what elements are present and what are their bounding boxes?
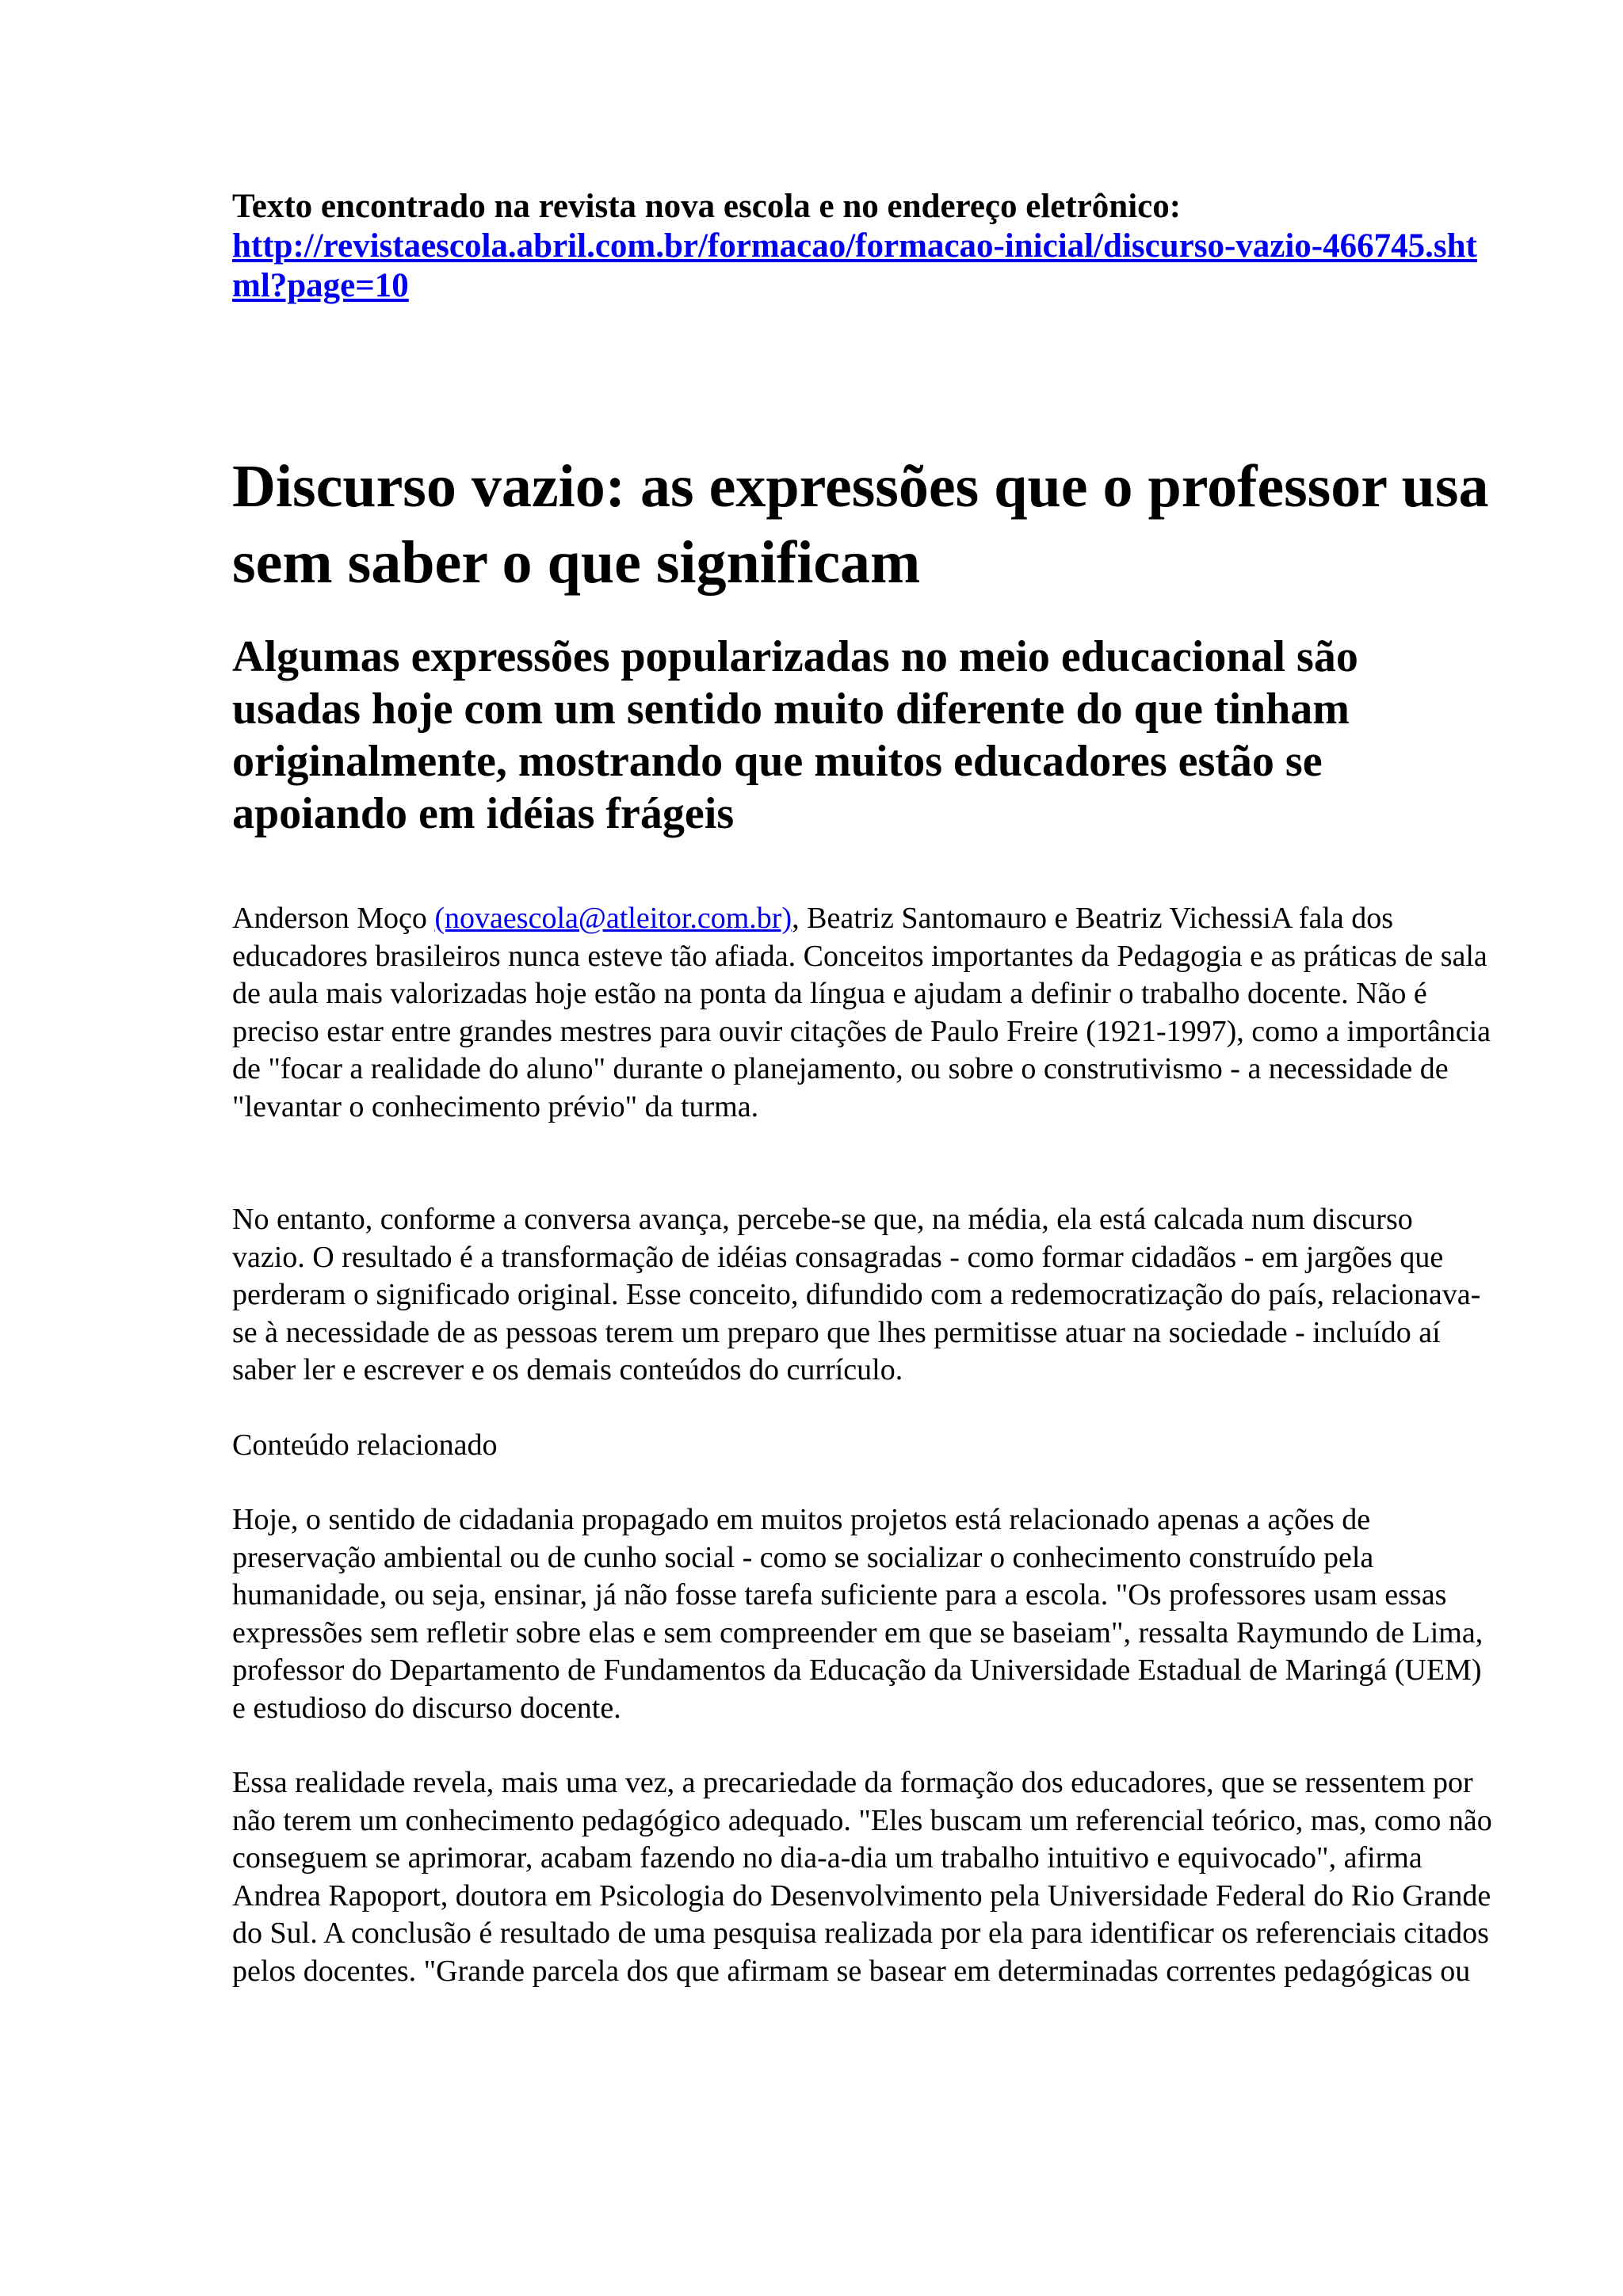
byline-author: Anderson Moço	[232, 902, 435, 935]
source-intro	[232, 187, 1492, 306]
spacer	[232, 1464, 1492, 1501]
byline-paragraph	[232, 900, 1492, 1126]
source-intro-text: Texto encontrado na revista nova escola e no endereço eletrônico:	[232, 188, 1182, 225]
document-page	[232, 187, 1492, 1988]
spacer	[232, 1727, 1492, 1764]
article-title: Discurso vazio: as expressões que o professor usa sem saber o que significam	[232, 453, 1489, 596]
spacer	[232, 1126, 1492, 1201]
source-link[interactable]: http://revistaescola.abril.com.br/formacao/formacao-inicial/discurso-vazio-466745.shtml?page=10	[232, 227, 1477, 304]
paragraph-3: Essa realidade revela, mais uma vez, a precariedade da formação dos educadores, que se ressentem por não terem um conhecimento pedagógico adequado. "Eles buscam um referencial teórico, mas, como não conseguem se aprimorar, acabam fazendo no dia-a-dia um trabalho intuitivo e equivocado", afirma Andrea Rapoport, doutora em Psicologia do Desenvolvimento pela Universidade Federal do Rio Grande do Sul. A conclusão é resultado de uma pesquisa realizada por ela para identificar os referenciais citados pelos docentes. "Grande parcela dos que afirmam se basear em determinadas correntes pedagógicas ou	[232, 1766, 1492, 1988]
related-content-label: Conteúdo relacionado	[232, 1428, 498, 1462]
article-subtitle: Algumas expressões popularizadas no meio educacional são usadas hoje com um sentido muito diferente do que tinham originalmente, mostrando que muitos educadores estão se apoiando em idéias frágeis	[232, 632, 1358, 838]
byline-rest: , Beatriz Santomauro e Beatriz VichessiA fala dos educadores brasileiros nunca esteve tão afiada. Conceitos importantes da Pedagogia e as práticas de sala de aula mais valorizadas hoje estão na ponta da língua e ajudam a definir o trabalho docente. Não é preciso estar entre grandes mestres para ouvir citações de Paulo Freire (1921-1997), como a importância de "focar a realidade do aluno" durante o planejamento, ou sobre o construtivismo - a necessidade de "levantar o conhecimento prévio" da turma.	[232, 902, 1491, 1123]
author-email-link[interactable]: (novaescola@atleitor.com.br)	[434, 902, 792, 935]
article-body	[232, 900, 1492, 1990]
spacer	[232, 1390, 1492, 1427]
paragraph-2: Hoje, o sentido de cidadania propagado em muitos projetos está relacionado apenas a ações de preservação ambiental ou de cunho social - como se socializar o conhecimento construído pela humanidade, ou seja, ensinar, já não fosse tarefa suficiente para a escola. "Os professores usam essas expressões sem refletir sobre elas e sem compreender em que se baseiam", ressalta Raymundo de Lima, professor do Departamento de Fundamentos da Educação da Universidade Estadual de Maringá (UEM) e estudioso do discurso docente.	[232, 1503, 1484, 1725]
paragraph-1: No entanto, conforme a conversa avança, percebe-se que, na média, ela está calcada num discurso vazio. O resultado é a transformação de idéias consagradas - como formar cidadãos - em jargões que perderam o significado original. Esse conceito, difundido com a redemocratização do país, relacionava-se à necessidade de as pessoas terem um preparo que lhes permitisse atuar na sociedade - incluído aí saber ler e escrever e os demais conteúdos do currículo.	[232, 1203, 1481, 1386]
